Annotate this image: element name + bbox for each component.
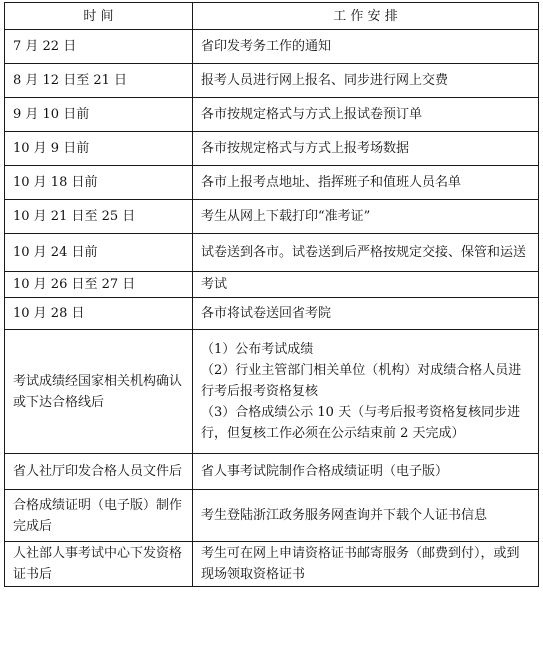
time-text: 10 月 24 日前 xyxy=(13,245,98,260)
table-row xyxy=(5,490,539,542)
work-cell xyxy=(193,542,539,587)
work-text: 各市上报考点地址、指挥班子和值班人员名单 xyxy=(201,175,462,190)
time-cell xyxy=(5,234,193,272)
work-text: 各市将试卷送回省考院 xyxy=(201,306,332,321)
work-cell xyxy=(193,166,539,200)
time-text: 10 月 26 日至 27 日 xyxy=(13,277,136,292)
time-text: 10 月 28 日 xyxy=(13,306,85,321)
work-cell xyxy=(193,490,539,542)
work-cell xyxy=(193,234,539,272)
work-text: （3）合格成绩公示 10 天（与考后报考资格复核同步进行，但复核工作必须在公示结束前 2 天完成） xyxy=(201,405,521,441)
work-text: 各市按规定格式与方式上报试卷预订单 xyxy=(201,107,423,122)
time-cell xyxy=(5,298,193,330)
table-row xyxy=(5,64,539,98)
header-time xyxy=(5,3,193,30)
work-text: 考生登陆浙江政务服务网查询并下载个人证书信息 xyxy=(201,508,488,523)
work-text: （1）公布考试成绩 xyxy=(201,342,314,357)
table-row xyxy=(5,272,539,298)
time-text: 9 月 10 日前 xyxy=(13,107,90,122)
work-cell xyxy=(193,298,539,330)
time-cell xyxy=(5,200,193,234)
work-text: 试卷送到各市。试卷送到后严格按规定交接、保管和运送 xyxy=(201,245,527,260)
table-body xyxy=(5,30,539,587)
time-text: 10 月 21 日至 25 日 xyxy=(13,209,136,224)
table-row xyxy=(5,166,539,200)
time-cell xyxy=(5,490,193,542)
table-row xyxy=(5,298,539,330)
time-text: 考试成绩经国家相关机构确认或下达合格线后 xyxy=(13,373,183,410)
work-text: 省人事考试院制作合格成绩证明（电子版） xyxy=(201,464,449,479)
time-cell xyxy=(5,98,193,132)
time-text: 10 月 9 日前 xyxy=(13,141,90,156)
time-cell xyxy=(5,542,193,587)
time-text: 省人社厅印发合格人员文件后 xyxy=(13,464,183,479)
work-text: 报考人员进行网上报名、同步进行网上交费 xyxy=(201,73,449,88)
time-cell xyxy=(5,272,193,298)
time-text: 人社部人事考试中心下发资格证书后 xyxy=(13,546,183,582)
time-cell xyxy=(5,30,193,64)
time-text: 合格成绩证明（电子版）制作完成后 xyxy=(13,497,183,534)
work-text: 考生可在网上申请资格证书邮寄服务（邮费到付），或到现场领取资格证书 xyxy=(201,546,520,582)
table-row xyxy=(5,132,539,166)
time-text: 7 月 22 日 xyxy=(13,39,77,54)
work-cell xyxy=(193,200,539,234)
header-row xyxy=(5,3,539,30)
header-work xyxy=(193,3,539,30)
work-cell xyxy=(193,98,539,132)
time-cell xyxy=(5,166,193,200)
table-row xyxy=(5,330,539,454)
schedule-table xyxy=(4,2,539,587)
table-row xyxy=(5,542,539,587)
work-cell xyxy=(193,272,539,298)
time-cell xyxy=(5,330,193,454)
time-cell xyxy=(5,454,193,490)
work-text: （2）行业主管部门相关单位（机构）对成绩合格人员进行考后报考资格复核 xyxy=(201,363,522,399)
work-text: 省印发考务工作的通知 xyxy=(201,39,332,54)
table-row xyxy=(5,200,539,234)
header-work-label: 工 作 安 排 xyxy=(333,8,398,24)
work-cell xyxy=(193,454,539,490)
table-row xyxy=(5,454,539,490)
work-text: 考生从网上下载打印“准考证” xyxy=(201,209,371,224)
work-cell xyxy=(193,64,539,98)
time-text: 10 月 18 日前 xyxy=(13,175,98,190)
table-row xyxy=(5,98,539,132)
work-cell xyxy=(193,132,539,166)
work-cell xyxy=(193,330,539,454)
time-text: 8 月 12 日至 21 日 xyxy=(13,73,128,88)
work-text: 考试 xyxy=(201,277,228,292)
time-cell xyxy=(5,64,193,98)
work-cell xyxy=(193,30,539,64)
work-text: 各市按规定格式与方式上报考场数据 xyxy=(201,141,410,156)
header-time-label: 时 间 xyxy=(83,8,114,24)
time-cell xyxy=(5,132,193,166)
table-row xyxy=(5,30,539,64)
table-row xyxy=(5,234,539,272)
